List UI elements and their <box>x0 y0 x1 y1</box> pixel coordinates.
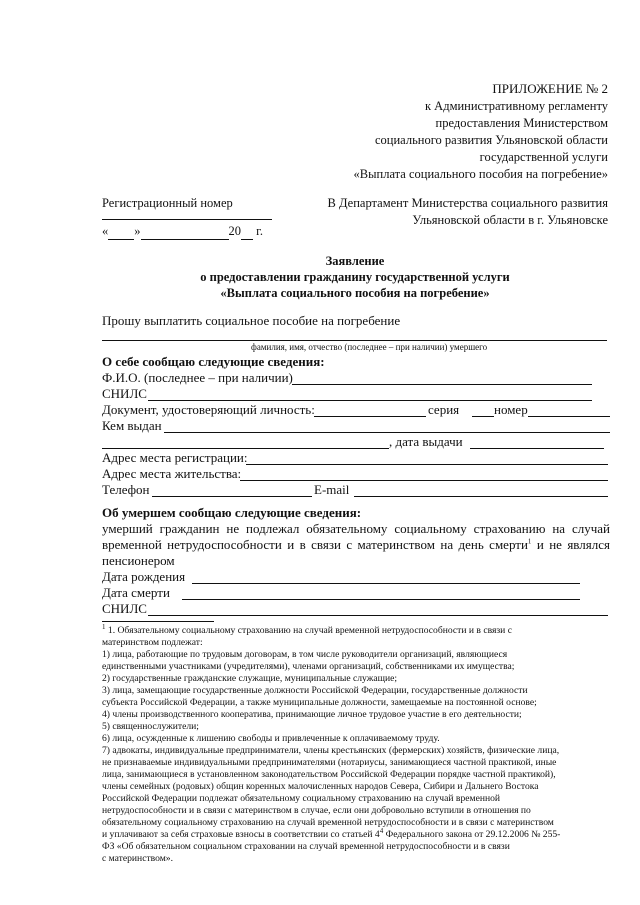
footnote-line-6: 3) лица, замещающие государственные должности Российской Федерации, государственные должности <box>102 685 528 696</box>
appendix-line-5: «Выплата социального пособия на погребение» <box>353 167 608 181</box>
date-year-suffix: г. <box>256 224 263 238</box>
footnote-line-10: 6) лица, осужденные к лишению свободы и привлеченные к оплачиваемому труду. <box>102 733 440 744</box>
registration-date <box>102 224 263 240</box>
snils-label: СНИЛС <box>102 386 147 401</box>
footnote-line-19: ФЗ «Об обязательном социальном страховании на случай временной нетрудоспособности и в связи <box>102 841 510 852</box>
date-day-field[interactable] <box>108 224 134 240</box>
application-subtitle: о предоставлении гражданину государственной услуги <box>200 270 510 284</box>
series-field[interactable] <box>472 416 494 417</box>
document-label: Документ, удостоверяющий личность: <box>102 402 315 417</box>
deceased-statement-line-1: умерший гражданин не подлежал обязательному социальному страхованию на случай <box>102 521 610 536</box>
date-open-quote: « <box>102 224 109 238</box>
appendix-line-1: к Административному регламенту <box>424 99 608 113</box>
footnote-line-2: материнством подлежат: <box>102 637 203 648</box>
footnote-line-3: 1) лица, работающие по трудовым договорам, в том числе руководители организаций, являющиеся <box>102 649 508 660</box>
registration-label: Регистрационный номер <box>102 196 233 210</box>
death-date-field[interactable] <box>182 599 580 600</box>
footnote-line-11: 7) адвокаты, индивидуальные предприниматели, члены крестьянских (фермерских) хозяйств, физические лица, <box>102 745 560 756</box>
deceased-statement-text-b: и не являлся <box>531 537 610 552</box>
footnote-line-14: члены семейных (родовых) общин коренных малочисленных народов Севера, Сибири и Дальнего Востока <box>102 781 539 792</box>
birth-date-field[interactable] <box>192 583 580 584</box>
appendix-line-3: социального развития Ульяновской области <box>375 133 608 147</box>
footnote-line-8: 4) члены производственного кооператива, принимающие личное трудовое участие в его деятельности; <box>102 709 522 720</box>
number-label: номер <box>494 402 528 417</box>
deceased-snils-label: СНИЛС <box>102 601 147 616</box>
date-year-prefix: 20 <box>228 224 241 238</box>
footnote-line-16: нетрудоспособности и в связи с материнством в случае, если они добровольно вступили в отношения по <box>102 805 531 816</box>
issued-by-label: Кем выдан <box>102 418 162 433</box>
footnote-line-20: с материнством». <box>102 853 173 864</box>
deceased-snils-field[interactable] <box>148 615 608 616</box>
footnote-ref-1: 1 <box>527 537 532 546</box>
footnote-line-4: единственными участниками (учредителями), членами организаций, собственниками их имущества; <box>102 661 515 672</box>
deceased-statement-line-2 <box>102 537 610 553</box>
email-field[interactable] <box>354 496 608 497</box>
footnote-line-12: не признаваемые индивидуальными предпринимателями (нотариусы, занимающиеся частной практикой, иные <box>102 757 557 768</box>
footnote-marker: 1 <box>102 622 106 631</box>
application-service-name: «Выплата социального пособия на погребение» <box>220 286 490 300</box>
addressee-line-1: В Департамент Министерства социального развития <box>327 196 608 210</box>
issued-by-field[interactable] <box>164 432 610 433</box>
live-address-label: Адрес места жительства: <box>102 466 242 481</box>
reg-address-label: Адрес места регистрации: <box>102 450 248 465</box>
birth-date-label: Дата рождения <box>102 569 186 584</box>
deceased-statement-line-3: пенсионером <box>102 553 175 568</box>
footnote-line-15: Российской Федерации подлежат обязательному социальному страхованию на случай временной <box>102 793 501 804</box>
fio-label: Ф.И.О. (последнее – при наличии) <box>102 370 293 385</box>
footnote-line-13: лица, занимающиеся в установленном законодательством Российской Федерации порядке частной практикой), <box>102 769 556 780</box>
date-year-field[interactable] <box>241 224 253 240</box>
reg-address-field[interactable] <box>246 464 608 465</box>
fio-field[interactable] <box>292 384 592 385</box>
live-address-field[interactable] <box>240 480 608 481</box>
series-label: серия <box>428 402 460 417</box>
email-label: E-mail <box>314 482 350 497</box>
issue-date-field[interactable] <box>470 448 604 449</box>
addressee-line-2: Ульяновской области в г. Ульяновске <box>412 213 608 227</box>
footnote-line-1: $^1$ 1. Обязательному социальному страхованию на случай временной нетрудоспособности и в связи с <box>102 622 512 636</box>
footnote-line-5: 2) государственные гражданские служащие, муниципальные служащие; <box>102 673 398 684</box>
death-date-label: Дата смерти <box>102 585 170 600</box>
footnote-separator <box>102 621 214 622</box>
appendix-title: ПРИЛОЖЕНИЕ № 2 <box>492 81 608 96</box>
snils-field[interactable] <box>148 400 592 401</box>
date-close-quote: » <box>134 224 141 238</box>
deceased-name-field[interactable] <box>102 340 607 341</box>
footnote-line-18: и уплачивают за себя страховые взносы в соответствии со статьей $4^4$ Федерального закона от 29.12.2006 № 255- <box>102 826 561 840</box>
request-text: Прошу выплатить социальное пособие на погребение <box>102 313 401 328</box>
footnote-line-7: субъекта Российской Федерации, а также муниципальные должности, замещаемые на постоянной основе; <box>102 697 537 708</box>
appendix-line-4: государственной услуги <box>479 150 608 164</box>
self-section-title: О себе сообщаю следующие сведения: <box>102 354 325 369</box>
phone-field[interactable] <box>152 496 312 497</box>
footnote-line-9: 5) священнослужители; <box>102 721 199 732</box>
issue-date-label: , дата выдачи <box>389 434 463 449</box>
document-type-field[interactable] <box>314 416 426 417</box>
application-title: Заявление <box>325 254 385 268</box>
footnote-article-sup: 4 <box>379 826 384 835</box>
phone-label: Телефон <box>102 482 150 497</box>
appendix-line-2: предоставления Министерством <box>435 116 608 130</box>
number-field[interactable] <box>528 416 610 417</box>
deceased-section-title: Об умершем сообщаю следующие сведения: <box>102 505 362 520</box>
deceased-name-caption: фамилия, имя, отчество (последнее – при наличии) умершего <box>251 342 488 352</box>
deceased-statement-text-a: временной нетрудоспособности и в связи с материнством на день смерти <box>102 537 528 552</box>
registration-number-field[interactable] <box>102 219 272 220</box>
footnote-line-17: обязательному социальному страхованию на случай временной нетрудоспособности и в связи с материнством <box>102 817 554 828</box>
issued-by-field-2[interactable] <box>102 448 389 449</box>
date-month-field[interactable] <box>141 224 229 240</box>
